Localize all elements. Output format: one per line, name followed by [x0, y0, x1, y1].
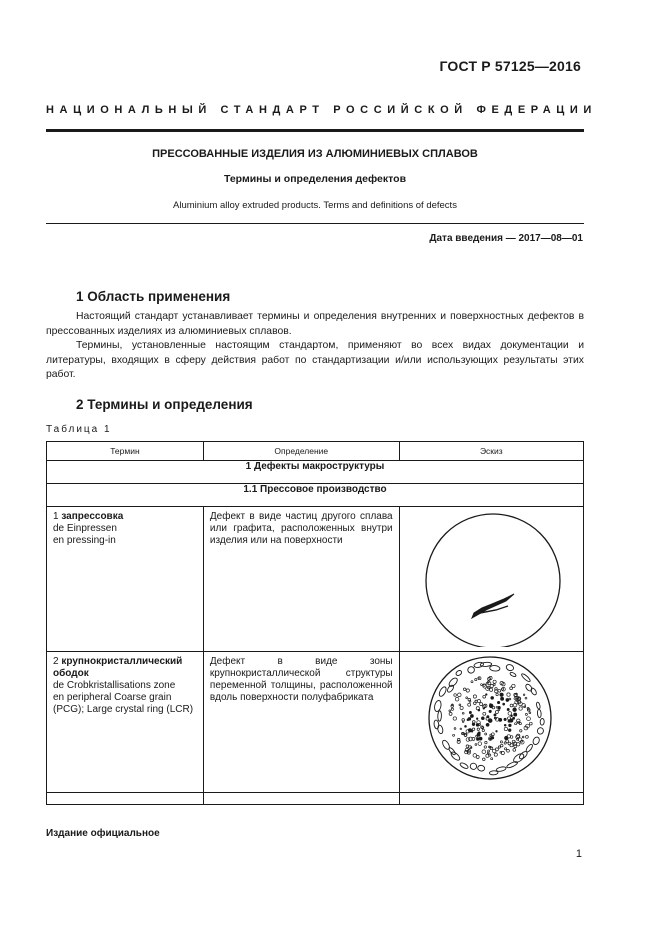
title-rule: [46, 223, 584, 224]
standard-subtitle: Термины и определения дефектов: [223, 173, 407, 185]
fine-grain: [460, 728, 462, 730]
fine-grain: [494, 753, 497, 756]
section-1-heading: 1 Область применения: [76, 289, 231, 304]
coarse-grain: [441, 739, 451, 750]
fine-grain: [484, 733, 486, 735]
column-header: Определение: [203, 442, 399, 461]
coarse-grain: [536, 702, 541, 710]
fine-grain: [455, 697, 459, 701]
section-1-body: [46, 310, 584, 383]
fine-grain: [519, 707, 522, 710]
column-header: Эскиз: [399, 442, 583, 461]
table-row: [47, 507, 584, 652]
fine-grain: [497, 701, 499, 703]
fine-grain: [513, 749, 516, 752]
introduction-date: Дата введения — 2017—08—01: [429, 233, 583, 244]
fine-grain: [478, 732, 480, 734]
coarse-grain: [455, 669, 462, 676]
fine-grain: [474, 679, 476, 681]
fine-grain: [490, 758, 492, 760]
term-number: 1: [53, 511, 59, 522]
fine-grain: [486, 723, 489, 726]
fine-grain: [457, 738, 460, 741]
fine-grain: [463, 688, 466, 691]
fine-grain: [506, 749, 509, 752]
footer-rule: [46, 792, 584, 793]
fine-grain: [473, 754, 477, 758]
subgroup-heading: 1.1 Прессовое производство: [47, 484, 584, 507]
fine-grain: [475, 744, 477, 746]
fine-grain: [504, 724, 506, 726]
coarse-grain: [459, 762, 469, 770]
terms-table: [46, 441, 584, 805]
coarse-grain: [433, 700, 442, 712]
pressing-in-sketch: [400, 507, 585, 647]
fine-grain: [466, 689, 469, 692]
table-group-row: [47, 461, 584, 484]
fine-grain: [504, 727, 507, 730]
fine-grain: [496, 693, 498, 695]
term-cell: [47, 652, 204, 805]
fine-grain: [525, 736, 528, 739]
fine-grain: [497, 706, 500, 709]
edition-label: Издание официальное: [46, 828, 160, 839]
fine-grain: [484, 746, 486, 748]
fine-grain: [506, 699, 509, 702]
fine-grain: [529, 722, 532, 725]
fine-grain: [526, 717, 530, 721]
fine-grain: [465, 697, 467, 699]
fine-grain: [513, 713, 516, 716]
fine-grain: [504, 718, 506, 720]
fine-grain: [514, 723, 516, 725]
sketch-cell: [399, 652, 583, 805]
page-number: 1: [575, 848, 582, 860]
fine-grain: [507, 708, 509, 710]
header-rule: [46, 129, 584, 132]
fine-grain: [457, 693, 461, 697]
fine-grain: [508, 712, 512, 716]
fine-grain: [488, 719, 492, 723]
standard-title-english: Aluminium alloy extruded products. Terms and definitions of defects: [173, 200, 457, 211]
coarse-grain: [540, 718, 544, 725]
fine-grain: [491, 733, 494, 736]
term-german: de Einpressen: [53, 523, 117, 534]
term-english: en peripheral Coarse grain (PCG); Large crystal ring (LCR): [53, 692, 194, 715]
fine-grain: [512, 717, 514, 719]
fine-grain: [516, 743, 519, 746]
coarse-grain: [469, 762, 477, 770]
fine-grain: [476, 738, 479, 741]
fine-grain: [508, 729, 511, 732]
fine-grain: [477, 700, 480, 703]
fine-grain: [496, 706, 498, 708]
sketch-cell: [399, 507, 583, 652]
fine-grain: [464, 726, 466, 728]
document-code: ГОСТ Р 57125—2016: [439, 58, 581, 74]
fine-grain: [478, 709, 480, 711]
definition-cell: Дефект в виде частиц другого сплава или графита, расположенных внутри изделия или на поверхности: [203, 507, 399, 652]
term-german: de Crobkristallisations zone: [53, 680, 176, 691]
fine-grain: [454, 728, 456, 730]
fine-grain: [506, 693, 509, 696]
fine-grain: [478, 742, 482, 746]
fine-grain: [523, 694, 525, 696]
fine-grain: [509, 719, 513, 723]
coarse-grain: [447, 677, 458, 688]
column-header: Термин: [47, 442, 204, 461]
table-header-row: [47, 442, 584, 461]
fine-grain: [481, 717, 484, 720]
fine-grain: [509, 698, 511, 700]
fine-grain: [459, 704, 461, 706]
coarse-grain: [437, 711, 441, 722]
term-number: 2: [53, 656, 59, 667]
fine-grain: [510, 736, 513, 739]
fine-grain: [473, 702, 476, 705]
coarse-grain: [477, 765, 485, 772]
fine-grain: [487, 752, 489, 754]
fine-grain: [468, 718, 471, 721]
fine-grain: [466, 745, 469, 748]
fine-grain: [525, 697, 527, 699]
fine-grain: [498, 746, 500, 748]
fine-grain: [512, 708, 516, 712]
fine-grain: [471, 681, 473, 683]
fine-grain: [508, 724, 511, 727]
fine-grain: [494, 714, 496, 716]
fine-grain: [490, 684, 493, 687]
fine-grain: [449, 710, 451, 712]
table-row: [47, 652, 584, 805]
standard-title: ПРЕССОВАННЫЕ ИЗДЕЛИЯ ИЗ АЛЮМИНИЕВЫХ СПЛАВОВ: [152, 148, 478, 160]
term-name: запрессовка: [61, 511, 124, 522]
fine-grain: [500, 744, 503, 747]
coarse-grain: [437, 725, 444, 734]
fine-grain: [519, 730, 521, 732]
fine-grain: [510, 704, 513, 707]
coarse-grain: [438, 686, 448, 698]
fine-grain: [462, 712, 464, 714]
coarse-grain: [466, 666, 474, 674]
fine-grain: [482, 758, 485, 761]
coarse-grain: [509, 672, 516, 678]
fine-grain: [486, 716, 488, 718]
fine-grain: [482, 750, 486, 754]
fine-grain: [480, 684, 482, 686]
coarse-grain: [530, 687, 537, 696]
fine-grain: [504, 736, 508, 740]
fine-grain: [490, 697, 493, 700]
fine-grain: [482, 729, 484, 731]
coarse-grain: [506, 760, 518, 768]
fine-grain: [495, 711, 498, 714]
fine-grain: [453, 717, 456, 720]
fine-grain: [500, 697, 503, 700]
fine-grain: [522, 736, 524, 738]
fine-grain: [479, 703, 482, 706]
coarse-grain: [489, 665, 500, 671]
fine-grain: [460, 706, 463, 709]
fine-grain: [502, 703, 504, 705]
fine-grain: [485, 694, 487, 696]
fine-grain: [529, 712, 531, 714]
coarse-grain: [489, 771, 498, 776]
table-subgroup-row: [47, 484, 584, 507]
fine-grain: [504, 748, 506, 750]
fine-grain: [471, 731, 473, 733]
fine-grain: [467, 703, 470, 706]
fine-grain: [508, 742, 511, 745]
term-english: en pressing-in: [53, 535, 116, 546]
paragraph: Настоящий стандарт устанавливает термины и определения внутренних и поверхностных дефектов в прессованных изделиях из алюминиевых сплавов.: [46, 311, 584, 337]
fine-grain: [500, 693, 503, 696]
fine-grain: [476, 718, 478, 720]
fine-grain-core: [449, 676, 532, 760]
fine-grain: [479, 737, 482, 740]
fine-grain: [469, 711, 471, 713]
coarse-grain: [536, 727, 543, 735]
coarse-grain: [520, 673, 531, 683]
fine-grain: [514, 698, 516, 700]
table-label: Таблица 1: [46, 424, 112, 435]
fine-grain: [525, 713, 527, 715]
fine-grain: [477, 677, 479, 679]
fine-grain: [495, 731, 497, 733]
fine-grain: [511, 684, 514, 687]
coarse-grain: [531, 736, 540, 746]
fine-grain: [470, 715, 473, 718]
fine-grain: [472, 723, 475, 726]
fine-grain: [482, 712, 485, 715]
fine-grain: [477, 728, 479, 730]
section-2-heading: 2 Термины и определения: [76, 397, 253, 412]
fine-grain: [472, 728, 474, 730]
term-name: крупнокристаллический ободок: [53, 656, 183, 679]
fine-grain: [473, 695, 476, 698]
coarse-grain: [537, 709, 541, 718]
fine-grain: [476, 724, 479, 727]
fine-grain: [452, 734, 454, 736]
fine-grain: [451, 708, 453, 710]
group-heading: 1 Дефекты макроструктуры: [47, 461, 584, 484]
fine-grain: [493, 680, 496, 683]
definition-cell: Дефект в виде зоны крупнокристаллической структуры переменной толщины, расположенной вдоль поверхности полуфабриката: [203, 652, 399, 805]
fine-grain: [513, 703, 517, 707]
fine-grain: [484, 741, 486, 743]
term-cell: [47, 507, 204, 652]
fine-grain: [489, 710, 491, 712]
coarse-grain-ring-sketch: [400, 652, 585, 800]
fine-grain: [483, 708, 485, 710]
fine-grain: [493, 684, 495, 686]
fine-grain: [495, 748, 498, 751]
coarse-grain: [524, 683, 532, 692]
paragraph: Термины, установленные настоящим стандартом, применяют во всех видах документации и литературы, входящих в сферу действия работ по стандартизации и/или использующих результаты этих работ.: [46, 340, 584, 380]
fine-grain: [516, 719, 520, 723]
fine-grain: [453, 694, 456, 697]
national-standard-banner: НАЦИОНАЛЬНЫЙ СТАНДАРТ РОССИЙСКОЙ ФЕДЕРАЦИИ: [46, 104, 597, 116]
fine-grain: [475, 735, 477, 737]
fine-grain: [527, 709, 529, 711]
fine-grain: [491, 737, 494, 740]
fine-grain: [500, 741, 502, 743]
fine-grain: [449, 712, 452, 715]
coarse-grain: [505, 664, 514, 672]
fine-grain: [498, 689, 501, 692]
fine-grain: [482, 695, 485, 698]
